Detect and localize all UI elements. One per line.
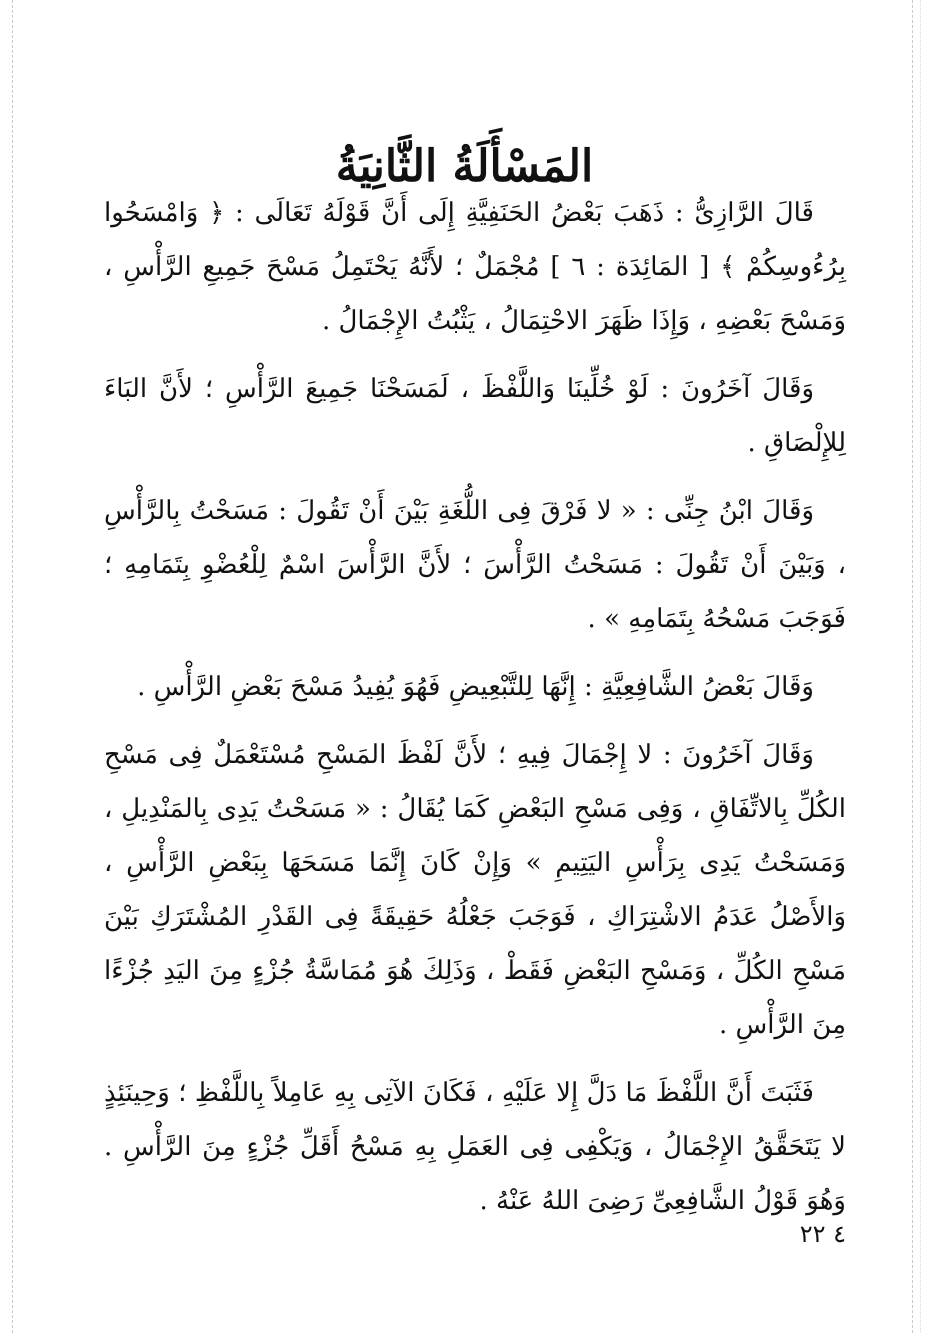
section-title: المَسْأَلَةُ الثَّانِيَةُ	[335, 141, 594, 193]
scan-edge-left	[12, 0, 13, 1333]
paragraph-no-ijmal: وَقَالَ آخَرُونَ : لا إِجْمَالَ فِيهِ ؛ لأَنَّ لَفْظَ المَسْحِ مُسْتَعْمَلٌ فِى مَسْحِ الكُلِّ بِالاتِّفَاقِ ، وَفِى مَسْحِ البَعْضِ كَمَا يُقَالُ : « مَسَحْتُ يَدِى بِالمَنْدِيلِ ، وَمَسَحْتُ يَدِى بِرَأْسِ اليَتِيمِ » وَإِنْ كَانَ إِنَّمَا مَسَحَهَا بِبَعْضِ الرَّأْسِ ، وَالأَصْلُ عَدَمُ الاشْتِرَاكِ ، فَوَجَبَ جَعْلُهُ حَقِيقَةً فِى القَدْرِ المُشْتَرَكِ بَيْنَ مَسْحِ الكُلِّ ، وَمَسْحِ البَعْضِ فَقَطْ ، وَذَلِكَ هُوَ مُمَاسَّةُ جُزْءٍ مِنَ اليَدِ جُزْءًا مِنَ الرَّأْسِ .	[104, 740, 846, 1040]
paragraph-others-ilsaq: وَقَالَ آخَرُونَ : لَوْ خُلِّينَا وَاللَّفْظَ ، لَمَسَحْنَا جَمِيعَ الرَّأْسِ ؛ لأَنَّ البَاءَ لِلإِلْصَاقِ .	[104, 374, 846, 458]
page-number: ٤ ٢٢	[799, 1220, 846, 1248]
paragraph-conclusion: فَثَبَتَ أَنَّ اللَّفْظَ مَا دَلَّ إِلا عَلَيْهِ ، فَكَانَ الآتِى بِهِ عَامِلاً بِاللَّفْظِ ؛ وَحِينَئِذٍ لا يَتَحَقَّقُ الإِجْمَالُ ، وَيَكْفِى فِى العَمَلِ بِهِ مَسْحُ أَقَلِّ جُزْءٍ مِنَ الرَّأْسِ . وَهُوَ قَوْلُ الشَّافِعِىِّ رَضِىَ اللهُ عَنْهُ .	[104, 1078, 846, 1216]
paragraph-shafiiyya: وَقَالَ بَعْضُ الشَّافِعِيَّةِ : إِنَّهَا لِلتَّبْعِيضِ فَهُوَ يُفِيدُ مَسْحَ بَعْضِ الرَّأْسِ .	[137, 672, 814, 702]
body-text	[104, 186, 846, 1242]
scan-edge-right-outer	[920, 0, 921, 1333]
scan-edge-right	[912, 0, 913, 1333]
paragraph-ibn-jinni: وَقَالَ ابْنُ جِنِّى : « لا فَرْقَ فِى اللُّغَةِ بَيْنَ أَنْ تَقُولَ : مَسَحْتُ بِالرَّأْسِ ، وَبَيْنَ أَنْ تَقُولَ : مَسَحْتُ الرَّأْسَ ؛ لأَنَّ الرَّأْسَ اسْمٌ لِلْعُضْوِ بِتَمَامِهِ ؛ فَوَجَبَ مَسْحُهُ بِتَمَامِهِ » .	[104, 496, 846, 634]
paragraph-razi: قَالَ الرَّازِىُّ : ذَهَبَ بَعْضُ الحَنَفِيَّةِ إِلَى أَنَّ قَوْلَهُ تَعَالَى : ﴿ وَامْسَحُوا بِرُءُوسِكُمْ ﴾ [ المَائِدَة : ٦ ] مُجْمَلٌ ؛ لأَنَّهُ يَحْتَمِلُ مَسْحَ جَمِيعِ الرَّأْسِ ، وَمَسْحَ بَعْضِهِ ، وَإِذَا ظَهَرَ الاحْتِمَالُ ، يَثْبُتُ الإِجْمَالُ .	[104, 198, 846, 336]
